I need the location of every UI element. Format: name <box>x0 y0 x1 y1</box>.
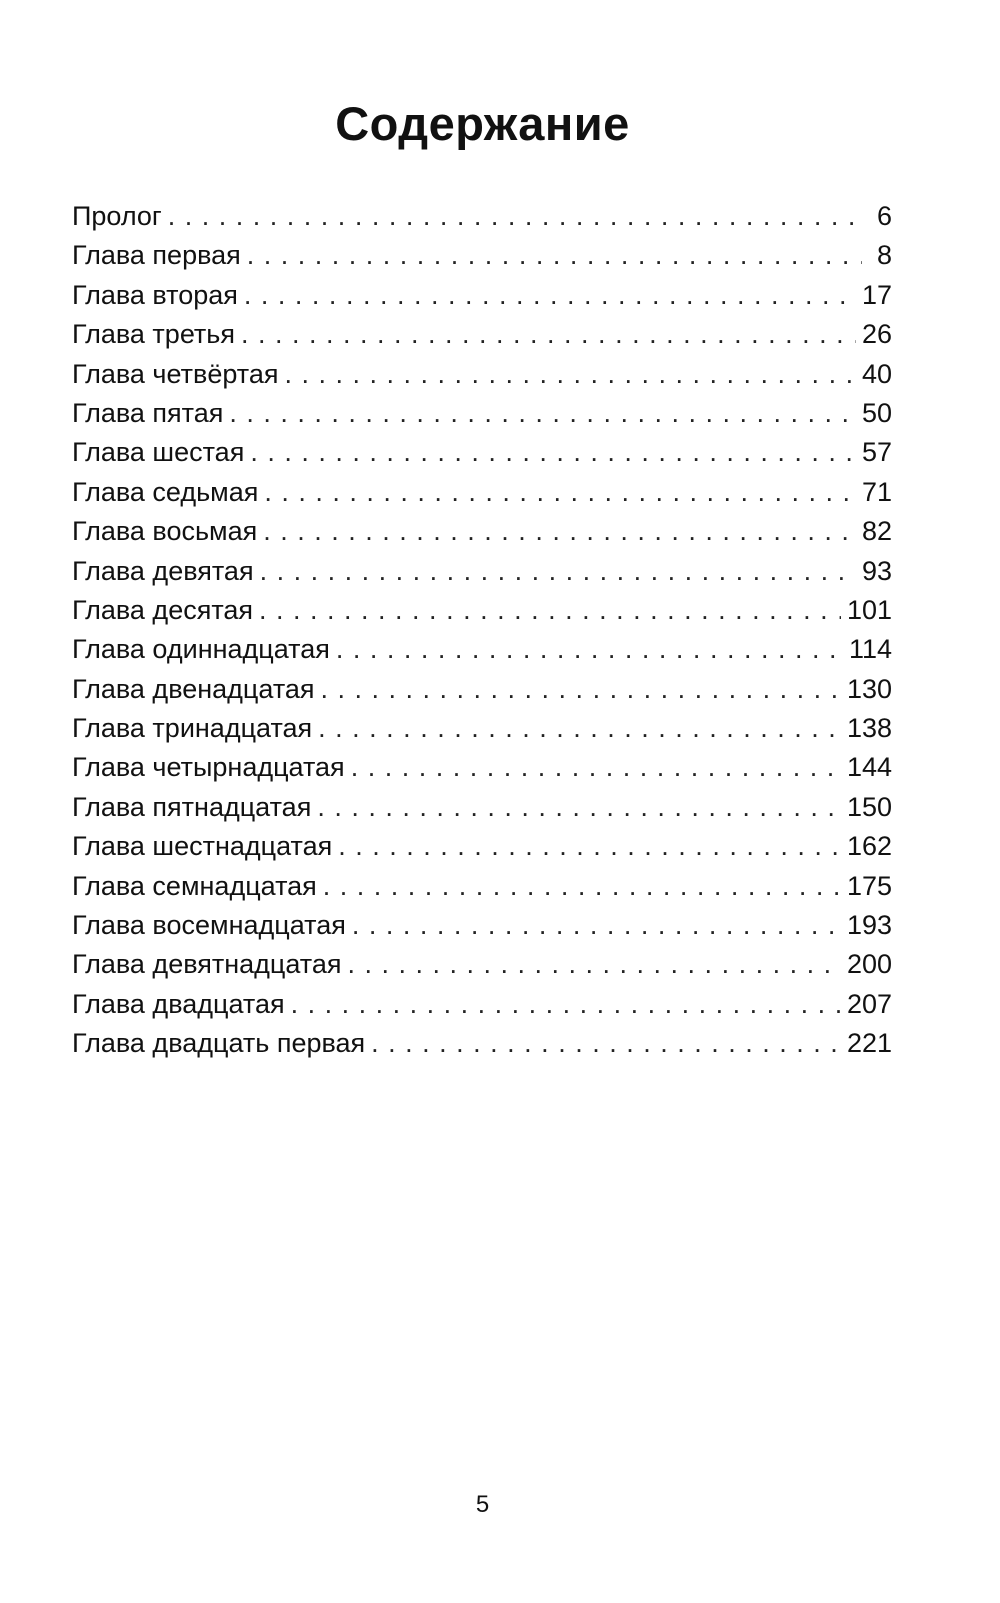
toc-entry-label: Глава девятая <box>72 555 254 586</box>
toc-entry[interactable] <box>72 433 892 472</box>
toc-entry-label: Глава первая <box>72 240 241 271</box>
toc-entry-label: Глава двенадцатая <box>72 673 315 704</box>
toc-dot-leader <box>260 552 856 591</box>
toc-entry-label: Глава одиннадцатая <box>72 634 330 665</box>
toc-entry-label: Глава третья <box>72 319 235 350</box>
toc-dot-leader <box>352 906 841 945</box>
toc-entry-label: Пролог <box>72 201 162 231</box>
toc-dot-leader <box>263 512 856 551</box>
toc-entry-page: 114 <box>848 634 892 665</box>
toc-entry-label: Глава седьмая <box>72 476 259 507</box>
toc-entry-label: Глава четырнадцатая <box>72 752 345 783</box>
toc-entry-label: Глава шестнадцатая <box>72 831 333 862</box>
toc-entry[interactable] <box>72 748 892 787</box>
toc-entry-page: 162 <box>846 831 892 862</box>
toc-entry[interactable] <box>72 985 892 1024</box>
table-of-contents <box>72 197 892 1064</box>
toc-entry[interactable] <box>72 591 892 630</box>
toc-entry-page: 130 <box>846 673 892 704</box>
toc-entry-page: 150 <box>846 791 892 822</box>
toc-dot-leader <box>250 433 856 472</box>
toc-dot-leader <box>168 197 862 236</box>
toc-entry[interactable] <box>72 827 892 866</box>
page-number: 5 <box>475 1491 490 1518</box>
toc-dot-leader <box>371 1024 841 1063</box>
toc-entry-label: Глава двадцать первая <box>72 1028 366 1059</box>
toc-entry-page: 138 <box>846 713 892 744</box>
toc-entry-label: Глава двадцатая <box>72 988 285 1019</box>
toc-dot-leader <box>318 709 841 748</box>
toc-entry-label: Глава пятая <box>72 397 224 428</box>
toc-entry-page: 57 <box>861 437 892 468</box>
toc-dot-leader <box>284 355 855 394</box>
toc-entry-page: 71 <box>861 476 892 507</box>
toc-entry-page: 175 <box>846 870 892 901</box>
toc-entry-page: 8 <box>876 240 892 271</box>
toc-dot-leader <box>351 748 841 787</box>
toc-entry[interactable] <box>72 630 892 669</box>
toc-entry-label: Глава тринадцатая <box>72 713 313 744</box>
toc-entry[interactable] <box>72 512 892 551</box>
toc-entry[interactable] <box>72 709 892 748</box>
toc-entry[interactable] <box>72 315 892 354</box>
toc-entry[interactable] <box>72 355 892 394</box>
toc-entry-page: 26 <box>861 319 892 350</box>
toc-dot-leader <box>317 788 841 827</box>
toc-entry[interactable] <box>72 788 892 827</box>
toc-entry[interactable] <box>72 236 892 275</box>
toc-dot-leader <box>229 394 856 433</box>
toc-dot-leader <box>247 236 862 275</box>
toc-entry-label: Глава восемнадцатая <box>72 910 346 941</box>
toc-entry-label: Глава десятая <box>72 594 254 625</box>
toc-entry[interactable] <box>72 473 892 512</box>
toc-dot-leader <box>348 945 841 984</box>
toc-entry-page: 207 <box>846 988 892 1019</box>
toc-entry[interactable] <box>72 670 892 709</box>
toc-entry-label: Глава девятнадцатая <box>72 949 342 980</box>
toc-entry-label: Глава семнадцатая <box>72 870 317 901</box>
toc-dot-leader <box>291 985 841 1024</box>
toc-dot-leader <box>338 827 841 866</box>
toc-entry-page: 82 <box>861 516 892 547</box>
toc-dot-leader <box>259 591 841 630</box>
toc-entry[interactable] <box>72 945 892 984</box>
toc-entry-page: 144 <box>846 752 892 783</box>
toc-dot-leader <box>323 867 841 906</box>
toc-entry-page: 40 <box>861 358 892 389</box>
toc-entry[interactable] <box>72 197 892 236</box>
toc-entry-label: Глава восьмая <box>72 516 258 547</box>
toc-entry-page: 93 <box>861 555 892 586</box>
toc-entry-label: Глава шестая <box>72 437 245 468</box>
toc-entry-page: 193 <box>846 910 892 941</box>
toc-dot-leader <box>321 670 841 709</box>
toc-entry-page: 221 <box>846 1028 892 1059</box>
page-title: Содержание <box>335 97 630 150</box>
toc-entry[interactable] <box>72 906 892 945</box>
toc-entry-page: 6 <box>876 201 892 231</box>
toc-entry-page: 200 <box>846 949 892 980</box>
toc-entry[interactable] <box>72 394 892 433</box>
toc-entry-page: 101 <box>846 594 892 625</box>
toc-entry[interactable] <box>72 1024 892 1063</box>
toc-entry-label: Глава вторая <box>72 279 238 310</box>
toc-entry[interactable] <box>72 552 892 591</box>
toc-entry-page: 17 <box>861 279 892 310</box>
toc-entry-page: 50 <box>861 397 892 428</box>
toc-entry-label: Глава четвёртая <box>72 358 279 389</box>
toc-dot-leader <box>264 473 856 512</box>
toc-entry-label: Глава пятнадцатая <box>72 791 312 822</box>
toc-dot-leader <box>336 630 843 669</box>
toc-dot-leader <box>241 315 856 354</box>
toc-entry[interactable] <box>72 276 892 315</box>
toc-entry[interactable] <box>72 867 892 906</box>
toc-dot-leader <box>244 276 856 315</box>
